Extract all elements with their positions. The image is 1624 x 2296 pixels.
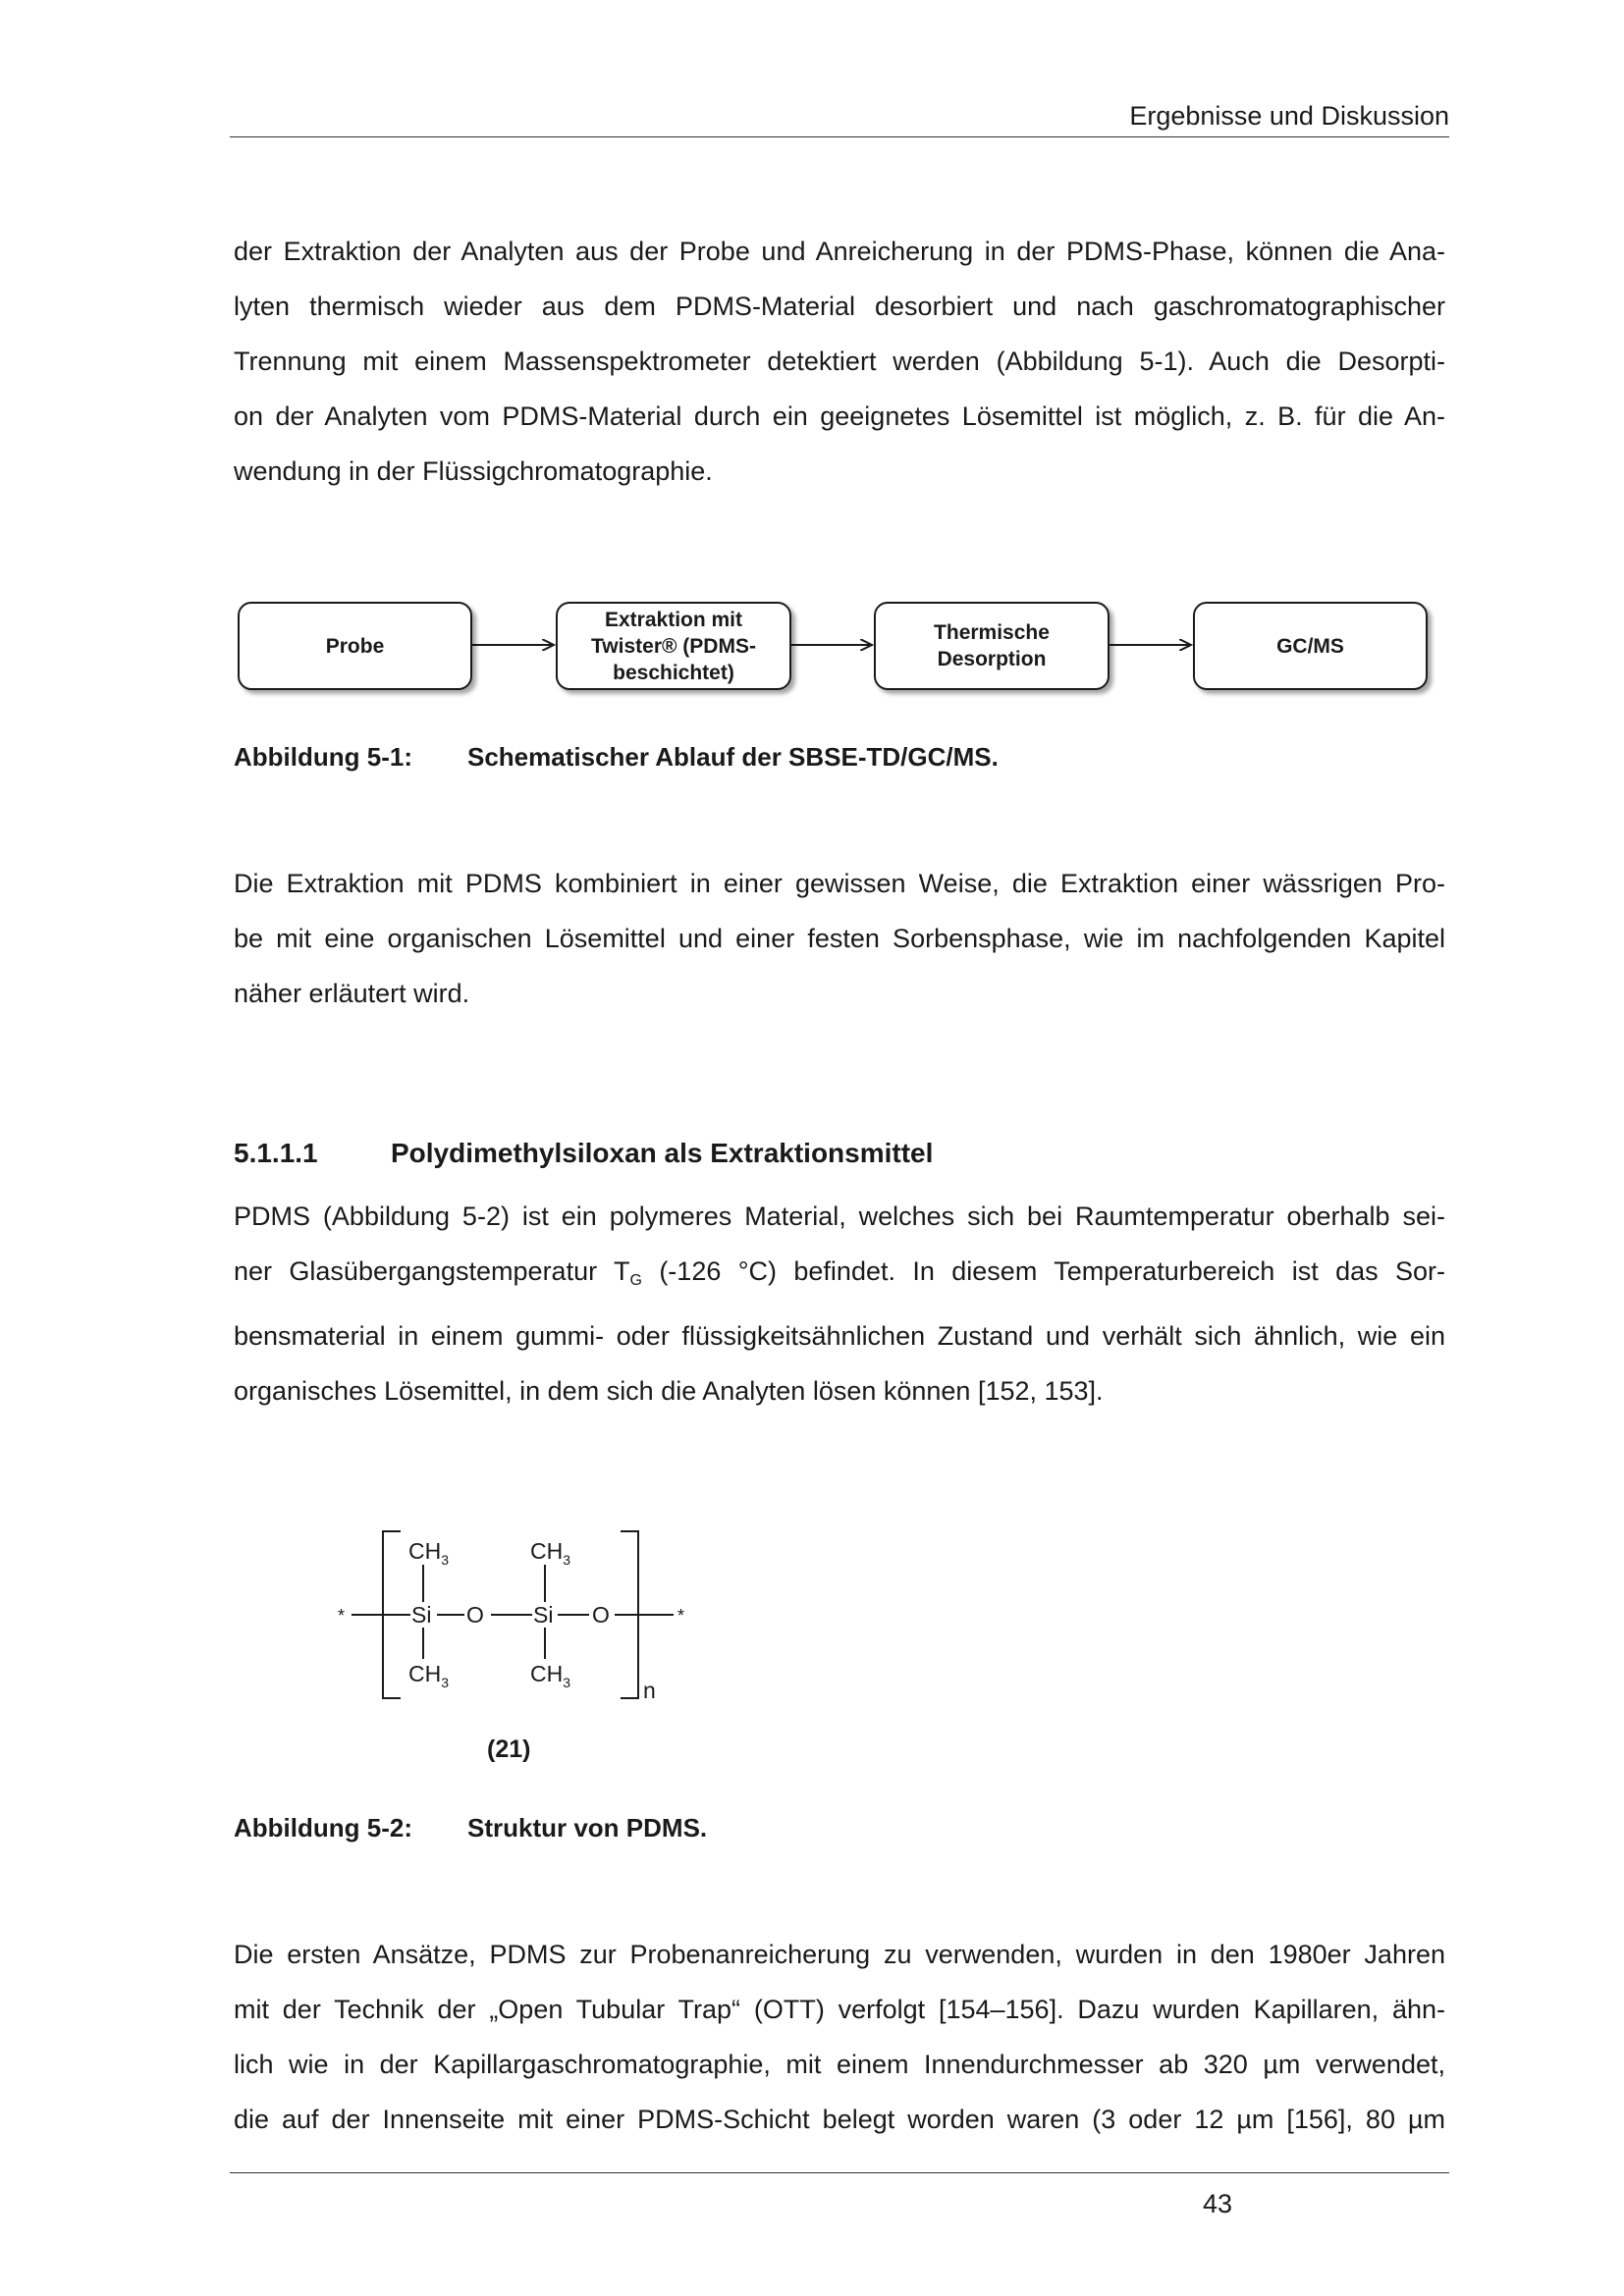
text-fragment: ner Glasübergangstemperatur T [234, 1256, 630, 1286]
text-line: Trennung mit einem Massenspektrometer detektiert werden (Abbildung 5-1). Auch die Desorpti- [234, 347, 1445, 376]
methyl-group: $CH_3$ [530, 1661, 571, 1690]
text-line: lyten thermisch wieder aus dem PDMS-Material desorbiert und nach gaschromatographischer [234, 292, 1445, 321]
flow-step-label: Probe [325, 634, 385, 658]
header-rule [230, 136, 1449, 137]
flow-step-label: Desorption [937, 648, 1047, 670]
flow-step-label: Twister® (PDMS- [591, 634, 756, 658]
text-line: mit der Technik der „Open Tubular Trap“ (OTT) verfolgt [154–156]. Dazu wurden Kapillaren, ähn- [234, 1995, 1445, 2024]
footer-rule [230, 2172, 1449, 2173]
atom-si: Si [533, 1602, 554, 1628]
methyl-group: $CH_3$ [530, 1538, 571, 1568]
text-line: be mit eine organischen Lösemittel und einer festen Sorbensphase, wie im nachfolgenden Kapitel [234, 924, 1445, 953]
text-line-with-subscript [234, 1244, 1445, 1308]
running-header: Ergebnisse und Diskussion [1129, 101, 1449, 131]
atom-o: O [466, 1602, 484, 1628]
text-line: die auf der Innenseite mit einer PDMS-Schicht belegt worden waren (3 oder 12 µm [156], 80 µm [234, 2105, 1445, 2134]
caption-label: Abbildung 5-2: [234, 1813, 412, 1842]
text-line: der Extraktion der Analyten aus der Probe und Anreicherung in der PDMS-Phase, können die Ana- [234, 237, 1445, 266]
end-star-left: * [338, 1606, 346, 1626]
text-line: wendung in der Flüssigchromatographie. [234, 456, 713, 486]
figure-caption-5-2 [234, 1808, 707, 1847]
repeat-index-n: n [643, 1678, 656, 1703]
text-line: organisches Lösemittel, in dem sich die Analyten lösen können [152, 153]. [234, 1376, 1104, 1406]
flow-step-extraktion [556, 602, 791, 690]
section-heading [234, 1132, 933, 1175]
flow-step-label: GC/MS [1276, 634, 1344, 658]
methyl-group: $CH_3$ [408, 1661, 450, 1690]
caption-label: Abbildung 5-1: [234, 742, 412, 772]
paragraph-2 [234, 856, 1445, 1021]
text-line: lich wie in der Kapillargaschromatographie, mit einem Innendurchmesser ab 320 µm verwendet, [234, 2050, 1445, 2079]
text-line: Die Extraktion mit PDMS kombiniert in einer gewissen Weise, die Extraktion einer wässrigen Pro- [234, 869, 1445, 898]
flow-step-probe [238, 602, 472, 690]
flow-step-thermische-desorption [874, 602, 1110, 690]
caption-text: Struktur von PDMS. [467, 1813, 708, 1842]
atom-si: Si [411, 1602, 432, 1628]
text-line: näher erläutert wird. [234, 979, 470, 1008]
section-title: Polydimethylsiloxan als Extraktionsmittel [391, 1138, 934, 1168]
text-line: on der Analyten vom PDMS-Material durch ein geeignetes Lösemittel ist möglich, z. B. für die An- [234, 401, 1445, 431]
subscript-g: G [629, 1272, 642, 1289]
flow-step-gcms [1193, 602, 1428, 690]
compound-label: (21) [487, 1735, 531, 1763]
pdms-structure [324, 1512, 717, 1708]
flow-step-label: Extraktion mit [604, 608, 743, 631]
paragraph-4 [234, 1927, 1445, 2147]
section-number: 5.1.1.1 [234, 1138, 318, 1168]
flow-step-label: Thermische [934, 621, 1050, 644]
atom-o: O [592, 1602, 610, 1628]
flow-step-label: beschichtet) [613, 661, 734, 684]
methyl-group: $CH_3$ [408, 1538, 450, 1568]
text-line: Die ersten Ansätze, PDMS zur Probenanreicherung zu verwenden, wurden in den 1980er Jahren [234, 1940, 1445, 1969]
text-line: PDMS (Abbildung 5-2) ist ein polymeres Material, welches sich bei Raumtemperatur oberhalb sei- [234, 1201, 1445, 1231]
paragraph-3 [234, 1189, 1445, 1418]
page-number: 43 [1202, 2189, 1233, 2218]
figure-caption-5-1 [234, 737, 999, 776]
text-fragment: (-126 °C) befindet. In diesem Temperaturbereich ist das Sor- [641, 1256, 1445, 1286]
caption-text: Schematischer Ablauf der SBSE-TD/GC/MS. [467, 742, 999, 772]
text-line: bensmaterial in einem gummi- oder flüssigkeitsähnlichen Zustand und verhält sich ähnlich, wie ein [234, 1321, 1445, 1351]
end-star-right: * [677, 1606, 685, 1626]
paragraph-1 [234, 224, 1445, 499]
